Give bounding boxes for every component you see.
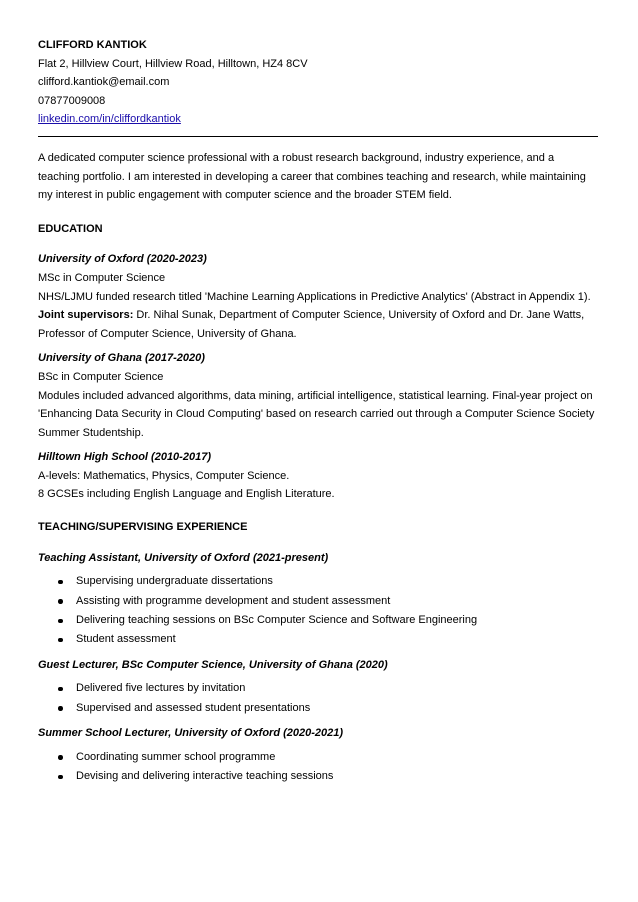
- school-title: Hilltown High School (2010-2017): [38, 451, 211, 464]
- school-alevels: A-levels: Mathematics, Physics, Computer Science.: [38, 469, 290, 482]
- bullet-icon: [58, 599, 63, 604]
- bullet-icon: [58, 755, 63, 760]
- linkedin-link[interactable]: linkedin.com/in/cliffordkantiok: [38, 113, 181, 126]
- school-gcses: 8 GCSEs including English Language and English Literature.: [38, 488, 335, 501]
- list-item: Delivering teaching sessions on BSc Computer Science and Software Engineering: [38, 611, 598, 630]
- ta-bullets: [38, 572, 598, 650]
- phone: 07877009008: [38, 94, 106, 107]
- list-item: Delivered five lectures by invitation: [38, 679, 598, 698]
- oxford-supervisors: [38, 306, 598, 343]
- list-item: Supervised and assessed student presentations: [38, 699, 598, 718]
- bullet-icon: [58, 775, 63, 780]
- list-item: Coordinating summer school programme: [38, 748, 598, 767]
- bullet-icon: [58, 706, 63, 711]
- guest-title: Guest Lecturer, BSc Computer Science, University of Ghana (2020): [38, 658, 388, 671]
- ta-title: Teaching Assistant, University of Oxford (2021-present): [38, 551, 329, 564]
- bullet-icon: [58, 619, 63, 624]
- experience-heading: TEACHING/SUPERVISING EXPERIENCE: [38, 521, 248, 534]
- ghana-modules: Modules included advanced algorithms, data mining, artificial intelligence, statistical learning. Final-year project on 'Enhancing Data Security in Cloud Computing' based on research carried out through a Computer Science Society Summer Studentship.: [38, 389, 595, 439]
- education-heading: EDUCATION: [38, 222, 103, 235]
- summer-bullets: [38, 748, 598, 787]
- oxford-title: University of Oxford (2020-2023): [38, 253, 207, 266]
- summary-paragraph: A dedicated computer science professional with a robust research background, industry experience, and a teaching portfolio. I am interested in developing a career that combines teaching and research, while maintaining my interest in public engagement with computer science and the broader STEM field.: [38, 151, 586, 202]
- bullet-icon: [58, 687, 63, 692]
- address: Flat 2, Hillview Court, Hillview Road, Hilltown, HZ4 8CV: [38, 57, 308, 70]
- supervisors-label: Joint supervisors:: [38, 309, 134, 322]
- list-item: Student assessment: [38, 630, 598, 649]
- header-divider: [38, 136, 598, 137]
- summer-title: Summer School Lecturer, University of Oxford (2020-2021): [38, 727, 344, 740]
- supervisors-text: Dr. Nihal Sunak, Department of Computer Science, University of Oxford and Dr. Jane Watts, Professor of Computer Science, University of Ghana.: [38, 309, 585, 340]
- resume-page: [38, 36, 598, 787]
- email: clifford.kantiok@email.com: [38, 76, 170, 89]
- oxford-degree: MSc in Computer Science: [38, 271, 166, 284]
- list-item: Devising and delivering interactive teaching sessions: [38, 767, 598, 786]
- candidate-name: CLIFFORD KANTIOK: [38, 39, 147, 51]
- oxford-research: NHS/LJMU funded research titled 'Machine Learning Applications in Predictive Analytics' (Abstract in Appendix 1).: [38, 290, 591, 303]
- list-item: Supervising undergraduate dissertations: [38, 572, 598, 591]
- list-item: Assisting with programme development and student assessment: [38, 592, 598, 611]
- bullet-icon: [58, 580, 63, 585]
- bullet-icon: [58, 638, 63, 643]
- guest-bullets: [38, 679, 598, 718]
- ghana-title: University of Ghana (2017-2020): [38, 352, 205, 365]
- ghana-degree: BSc in Computer Science: [38, 370, 164, 383]
